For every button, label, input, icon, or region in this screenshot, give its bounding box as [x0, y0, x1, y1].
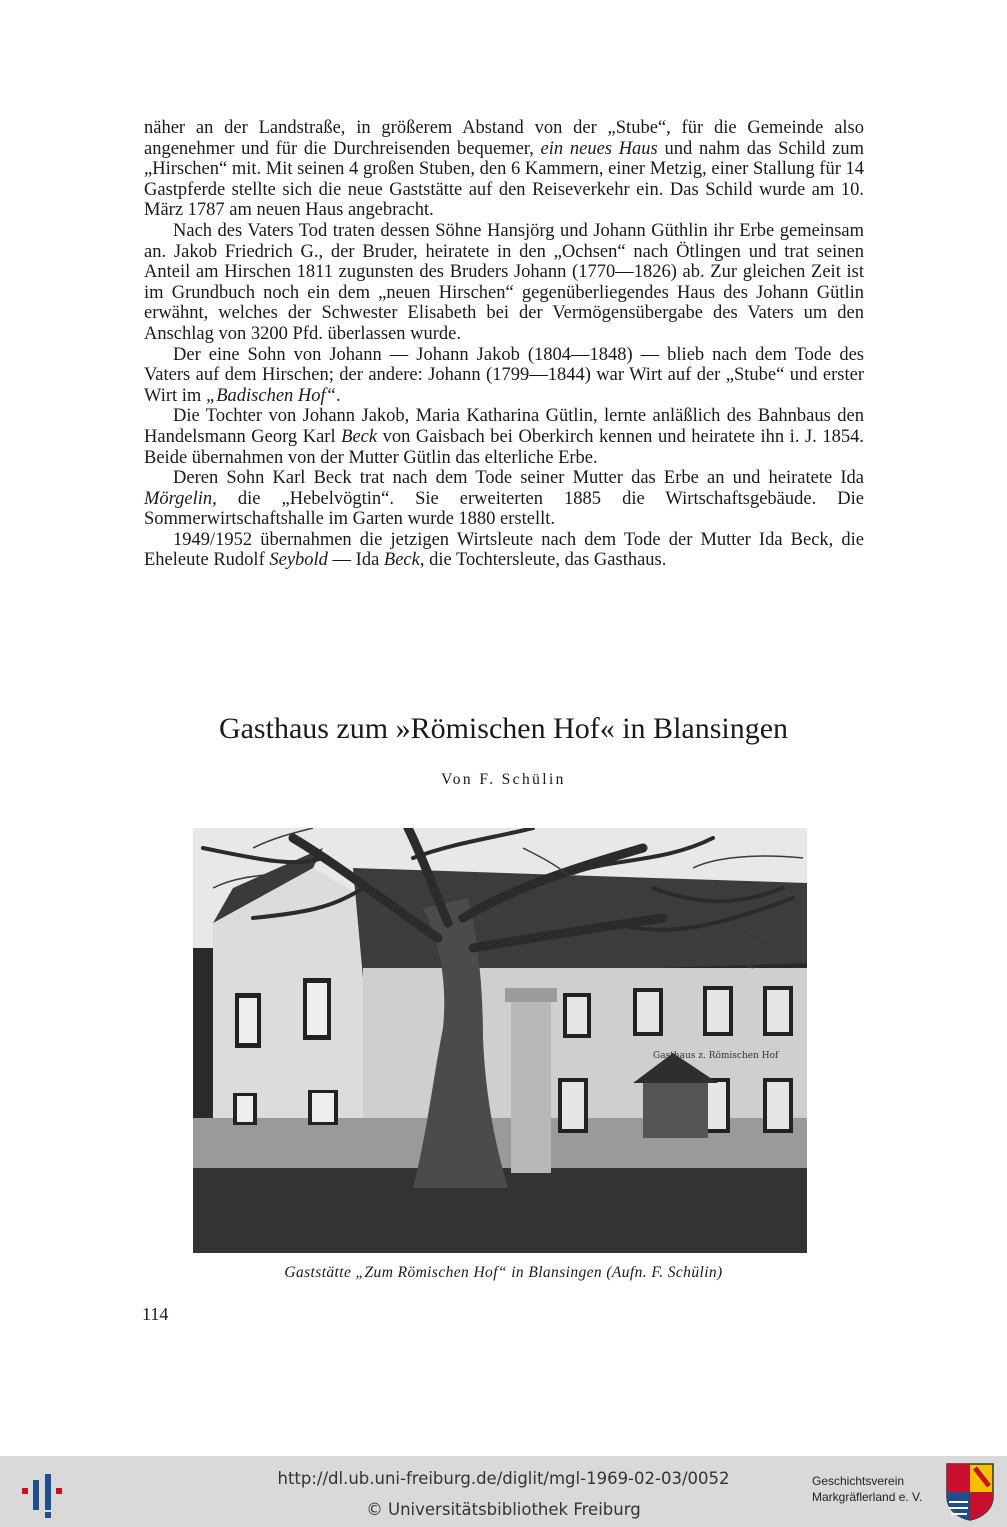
text-segment: Der eine Sohn von Johann — Johann Jakob (1804—1848) — blieb nach dem Tode des Vaters auf dem Hirschen; der andere: Johann (1799—1844) war Wirt auf der „Stube“ und erster Wirt im [144, 344, 864, 406]
text-segment: Deren Sohn Karl Beck trat nach dem Tode seiner Mutter das Erbe an und heiratete Ida [173, 468, 864, 489]
body-paragraph [144, 468, 864, 530]
text-segment: näher an der Landstraße, in größerem Abstand von der „Stube“, für die Gemeinde also angenehmer und für die Durchreisenden bequemer, [144, 118, 864, 159]
body-paragraph [144, 406, 864, 468]
copyright-notice: © Universitätsbibliothek Freiburg [366, 1500, 641, 1519]
article-body-text [144, 118, 864, 571]
text-segment: — Ida [327, 550, 384, 571]
text-segment: Nach des Vaters Tod traten dessen Söhne Hansjörg und Johann Güthlin ihr Erbe gemeinsam an. Jakob Friedrich G., der Bruder, heiratete in den „Ochsen“ nach Ötlingen und trat seinen Anteil am Hirschen 1811 zugunsten des Bruders Johann (1770—1826) ab. Zur gleichen Zeit ist im Grundbuch noch ein dem „neuen Hirschen“ gegenüberliegendes Haus des Johann Gütlin erwähnt, welches der Schwester Elisabeth bei der Vermögensübergabe des Vaters um den Anschlag von 3200 Pfd. überlassen wurde. [144, 220, 864, 344]
italic-text-segment: „Badischen Hof“ [205, 385, 336, 406]
article-title: Gasthaus zum »Römischen Hof« in Blansingen [218, 712, 789, 745]
italic-text-segment: Mörgelin, [144, 488, 217, 509]
body-paragraph [144, 530, 864, 571]
text-segment: 1949/1952 übernahmen die jetzigen Wirtsleute nach dem Tode der Mutter Ida Beck, die Eheleute Rudolf [144, 529, 864, 571]
society-name-line1: Geschichtsverein [812, 1474, 905, 1488]
text-segment: . [335, 385, 341, 406]
body-paragraph [144, 345, 864, 407]
document-url-link[interactable]: http://dl.ub.uni-freiburg.de/diglit/mgl-1969-02-03/0052 [277, 1469, 730, 1488]
body-paragraph [144, 221, 864, 345]
photo-caption: Gaststätte „Zum Römischen Hof“ in Blansingen (Aufn. F. Schülin) [284, 1264, 723, 1281]
viewer-footer-bar [0, 1456, 1007, 1527]
inn-sign-text: Gasthaus z. Römischen Hof [653, 1051, 779, 1061]
text-segment: Die Tochter von Johann Jakob, Maria Katharina Gütlin, lernte anläßlich des Bahnbaus den Handelsmann Georg Karl [144, 406, 864, 447]
society-name-line2: Markgräflerland e. V. [812, 1490, 923, 1504]
italic-text-segment: Seybold [269, 550, 328, 571]
article-author: Von F. Schülin [441, 771, 566, 788]
inn-photograph [193, 828, 807, 1253]
text-segment: und nahm das Schild zum „Hirschen“ mit. Mit seinen 4 großen Stuben, den 6 Kammern, einer Metzig, einer Stallung für 14 Gastpferde stellte sich die neue Gaststätte auf den Reiseverkehr ein. Das Schild wurde am 10. März 1787 am neuen Haus angebracht. [144, 138, 864, 221]
italic-text-segment: ein neues Haus [540, 138, 658, 159]
coat-of-arms-icon[interactable] [945, 1462, 995, 1522]
inn-photo-drawing [193, 828, 807, 1253]
society-name [812, 1473, 952, 1505]
text-segment: die „Hebelvögtin“. Sie erweiterten 1885 die Wirtschaftsgebäude. Die Sommerwirtschaftshalle im Garten wurde 1880 erstellt. [144, 488, 864, 530]
italic-text-segment: Beck [383, 550, 420, 571]
text-segment: , die Tochtersleute, das Gasthaus. [419, 550, 667, 571]
page-number: 114 [142, 1304, 169, 1324]
body-paragraph [144, 118, 864, 221]
italic-text-segment: Beck [341, 426, 378, 447]
text-segment: von Gaisbach bei Oberkirch kennen und heiratete ihn i. J. 1854. Beide übernahmen von der Mutter Gütlin das elterliche Erbe. [144, 426, 864, 468]
